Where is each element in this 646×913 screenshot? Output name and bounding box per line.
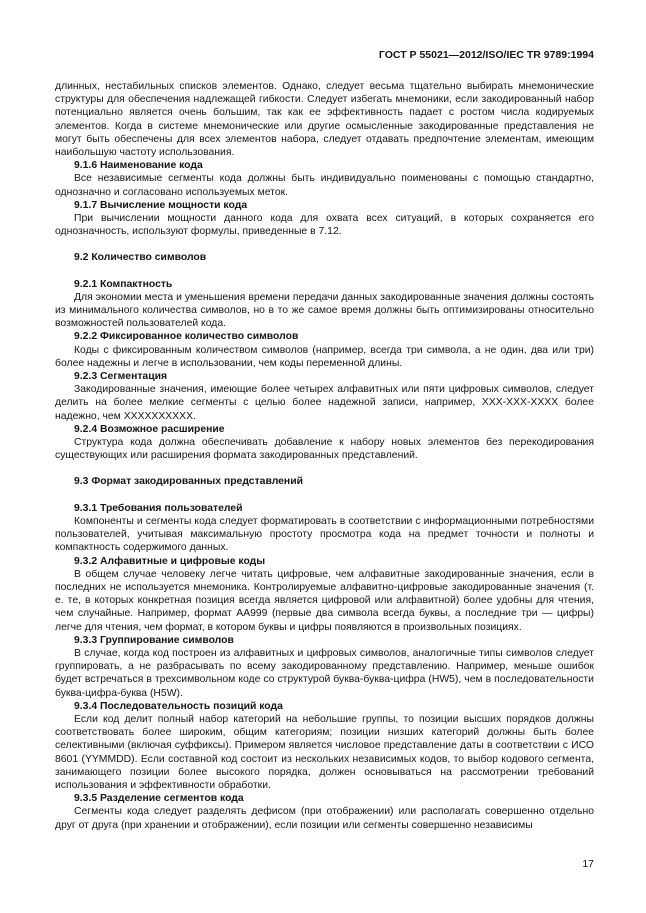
heading-9-3-1: 9.3.1 Требования пользователей [74, 502, 243, 514]
paragraph-9-3-2: В общем случае человеку легче читать цифровые, чем алфавитные закодированные значения, если в последних не используется мнемоника. Контролируемые алфавитно-цифровые закодированные значения (т. е. те, в которых конкретная позиция всегда является цифровой или алфавитной) более удобны для чтения, чем случайные. Например, формат AA999 (первые два символа всегда буквы, а последние три — цифры) легче для чтения, чем формат, в котором буквы и цифры появляются в произвольных позициях. [55, 568, 594, 633]
paragraph-9-1-6: Все независимые сегменты кода должны быть индивидуально поименованы с помощью стандартно, однозначно и согласовано используемых меток. [55, 173, 594, 198]
heading-9-3-3: 9.3.3 Группирование символов [74, 634, 234, 646]
heading-9-2-3: 9.2.3 Сегментация [74, 371, 168, 383]
heading-9-2-1: 9.2.1 Компактность [74, 278, 173, 290]
heading-9-1-6: 9.1.6 Наименование кода [74, 160, 203, 172]
heading-9-3-5: 9.3.5 Разделение сегментов кода [74, 793, 244, 805]
paragraph-9-1-7: При вычислении мощности данного кода для охвата всех ситуаций, в которых сохраняется его однозначность, используют формулы, приведенные в 7.12. [55, 213, 594, 238]
document-body [55, 80, 594, 832]
page-number: 17 [582, 858, 594, 870]
paragraph-9-3-1: Компоненты и сегменты кода следует форматировать в соответствии с информационными потребностями пользователей, учитывая максимальную простоту просмотра кода на предмет точности и полноты и компактность содержимого данных. [55, 515, 594, 554]
heading-9-3: 9.3 Формат закодированных представлений [74, 476, 303, 488]
paragraph-9-2-3: Закодированные значения, имеющие более четырех алфавитных или пяти цифровых символов, следует делить на более мелкие сегменты с целью более надежной записи, например, XXX-XXX-XXXX более надежно, чем XXXXXXXXXX. [55, 384, 594, 422]
page-footer [55, 858, 594, 871]
paragraph-9-3-4: Если код делит полный набор категорий на небольшие группы, то позиции высших порядков должны соответствовать более широким, общим категориям; позиции низших категорий должны быть более селективными (включая суффиксы). Примером является числовое представление даты в соответствии с ИСО 8601 (YYMMDD). Если составной код состоит из нескольких независимых кодов, то выбор кодового сегмента, занимающего позиции более высокого порядка, должен основываться на рассмотрении требований использования и эффективности обработки. [55, 713, 594, 791]
paragraph-9-3-3: В случае, когда код построен из алфавитных и цифровых символов, аналогичные типы символов следует группировать, а не разбрасывать по всему закодированному представлению. Например, меньше ошибок будет встречаться в трехсимвольном коде со структурой буква-буква-цифра (HW5), чем в последовательности буква-цифра-буква (H5W). [55, 647, 594, 699]
heading-9-3-4: 9.3.4 Последовательность позиций кода [74, 700, 283, 712]
paragraph-9-2-1: Для экономии места и уменьшения времени передачи данных закодированные значения должны состоять из минимального количества символов, но в то же самое время должны быть оптимизированы относительно возможностей пользователей кода. [55, 291, 594, 330]
heading-9-3-2: 9.3.2 Алфавитные и цифровые коды [74, 555, 266, 567]
paragraph-9-3-5: Сегменты кода следует разделять дефисом (при отображении) или располагать совершенно отдельно друг от друга (при хранении и отображении), если позиции или сегменты совершенно независимы [55, 806, 594, 831]
paragraph-9-2-2: Коды с фиксированным количеством символов (например, всегда три символа, а не один, два или три) более надежны и легче в использовании, чем коды переменной длины. [55, 344, 594, 369]
paragraph-9-2-4: Структура кода должна обеспечивать добавление к набору новых элементов без перекодирования существующих или расширения формата закодированных представлений. [55, 437, 594, 462]
heading-9-1-7: 9.1.7 Вычисление мощности кода [74, 199, 248, 211]
heading-9-2-4: 9.2.4 Возможное расширение [74, 423, 225, 435]
paragraph-mnemonics-continued: длинных, нестабильных списков элементов. Однако, следует весьма тщательно выбирать мнемонические структуры для обеспечения надлежащей гибкости. Следует избегать мнемоники, если закодированный набор потенциально является очень большим, так как ее эффективность падает с ростом числа кодируемых элементов. Когда в системе мнемонические или другие осмысленные закодированные представления не могут быть обеспечены для всех элементов набора, следует отдавать предпочтение элементам, имеющим наибольшую частоту использования. [55, 81, 594, 159]
heading-9-2: 9.2 Количество символов [74, 252, 207, 264]
standard-designation: ГОСТ Р 55021—2012/ISO/IEC TR 9789:1994 [378, 49, 594, 61]
heading-9-2-2: 9.2.2 Фиксированное количество символов [74, 331, 299, 343]
document-header [55, 49, 594, 62]
